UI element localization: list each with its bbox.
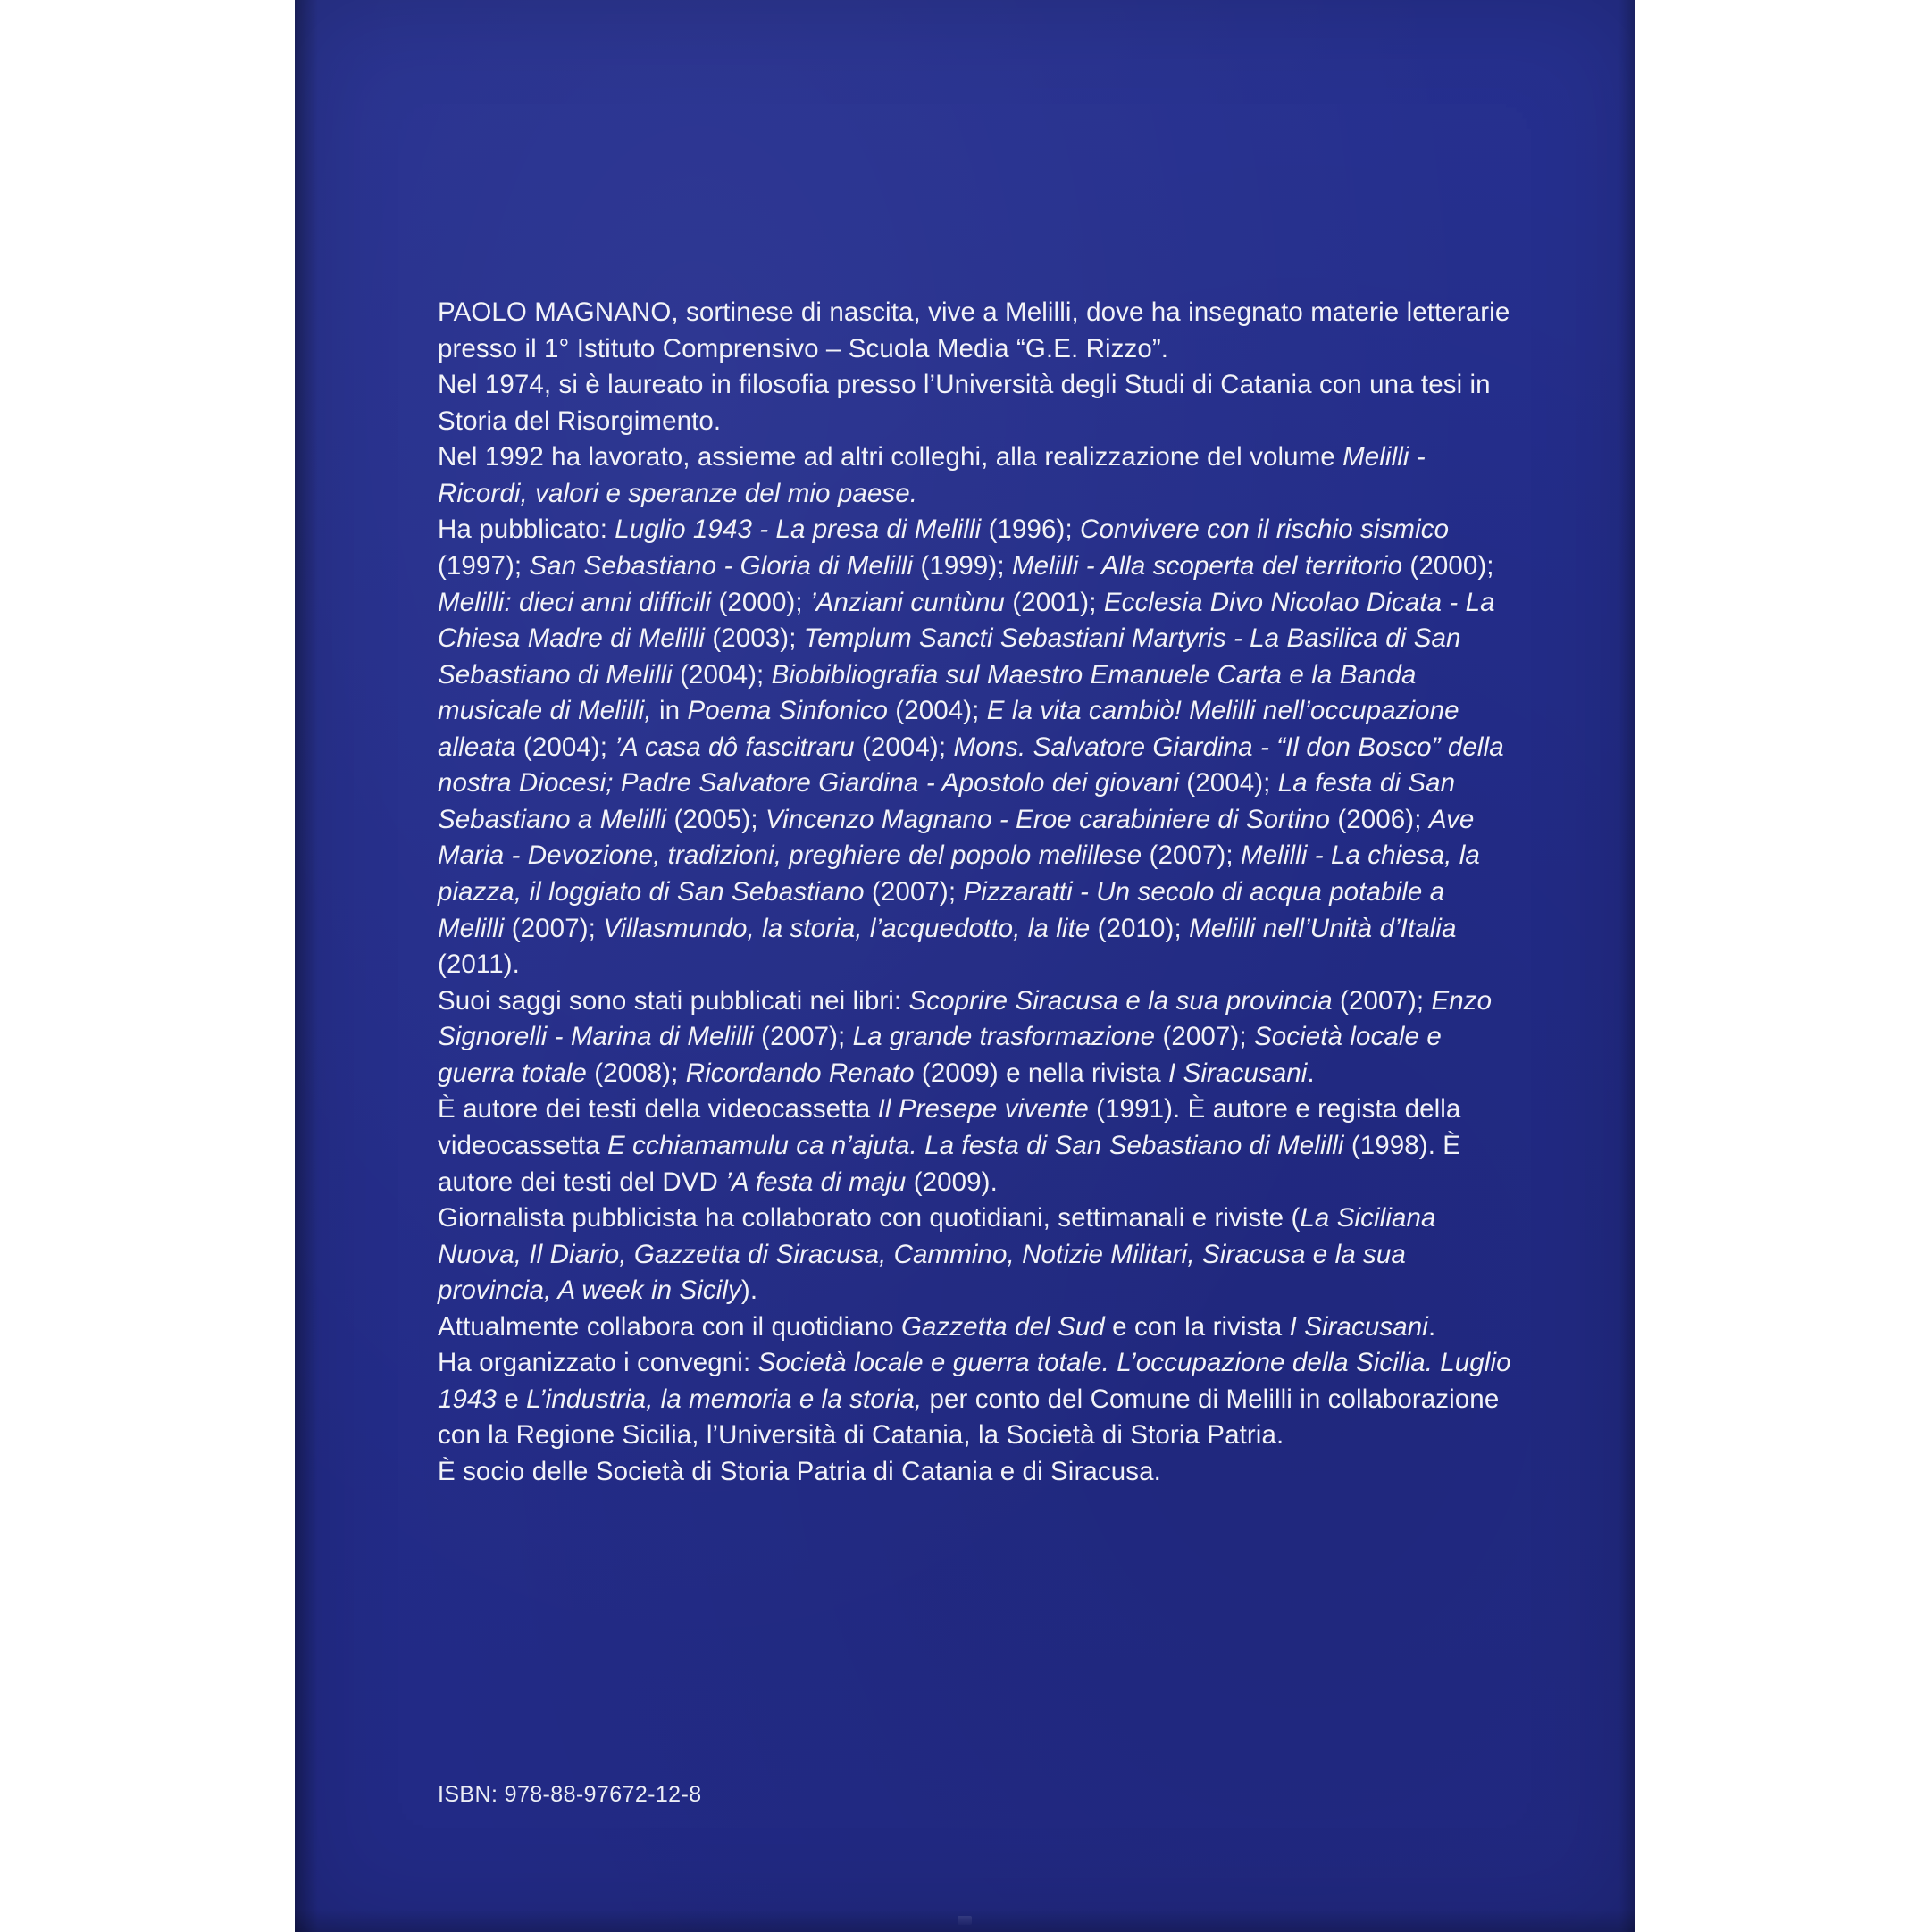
title-italic-run: La festa di San Sebastiano a Melilli [438,768,1456,834]
title-italic-run: Poema Sinfonico [687,696,888,726]
text-run: (2009). [906,1167,998,1197]
text-run: (2006); [1330,804,1429,834]
paragraph-bio-video [438,1091,1514,1200]
title-italic-run: Società locale e guerra totale. L’occupazione della Sicilia. Luglio 1943 [438,1348,1511,1414]
title-italic-run: La Siciliana Nuova, Il Diario, Gazzetta di Siracusa, Cammino, Notizie Militari, Siracusa e la sua provincia, A week in Sicily [438,1203,1436,1306]
title-italic-run: ’A festa di maju [725,1167,907,1197]
text-run: (2007); [1332,985,1432,1016]
text-run: (2004); [1179,768,1278,799]
title-italic-run: San Sebastiano - Gloria di Melilli [529,550,914,581]
text-run: (2000); [711,587,810,617]
text-run: Ha pubblicato: [438,514,615,545]
title-italic-run: Biobibliografia sul Maestro Emanuele Carta e la Banda musicale di Melilli, [438,659,1417,726]
text-run: (2007); [1155,1022,1254,1052]
text-run: PAOLO MAGNANO, sortinese di nascita, vive a Melilli, dove ha insegnato materie letterarie presso il 1° Istituto Comprensivo – Scuola Media “G.E. Rizzo”. [438,297,1510,364]
author-biography-text [438,295,1514,1491]
title-italic-run: Melilli - Alla scoperta del territorio [1011,550,1403,581]
title-italic-run: L’industria, la memoria e la storia, [526,1384,923,1414]
text-run: (1999); [913,550,1012,581]
title-italic-run: Mons. Salvatore Giardina - “Il don Bosco” della nostra Diocesi; Padre Salvatore Giardina - Apostolo dei giovani [438,732,1504,799]
title-italic-run: Società locale e guerra totale [438,1022,1442,1088]
title-italic-run: Ricordando Renato [685,1058,915,1088]
title-italic-run: Pizzaratti - Un secolo di acqua potabile a Melilli [438,877,1445,943]
text-run: (2010); [1090,913,1190,943]
title-italic-run: Melilli: dieci anni difficili [438,587,712,617]
text-run: ). [740,1275,758,1306]
title-italic-run: E la vita cambiò! Melilli nell’occupazione alleata [438,696,1459,762]
text-run: (2004); [888,696,987,726]
right-edge-shading [1618,0,1635,1932]
text-run: (2009) e nella rivista [914,1058,1169,1088]
text-run: (2007); [753,1022,853,1052]
text-run: (2005); [666,804,765,834]
title-italic-run: Melilli nell’Unità d’Italia [1189,913,1457,943]
text-run: (2000); [1402,550,1494,581]
paragraph-bio-pubblicazioni [438,512,1514,983]
text-run: (1996); [981,514,1081,545]
title-italic-run: Ave Maria - Devozione, tradizioni, preghiere del popolo melillese [438,804,1475,871]
text-run: Suoi saggi sono stati pubblicati nei libri: [438,985,909,1016]
paragraph-bio-1992 [438,439,1514,512]
paragraph-bio-giornalista [438,1200,1514,1309]
paragraph-bio-laurea [438,367,1514,439]
title-italic-run: Ecclesia Divo Nicolao Dicata - La Chiesa Madre di Melilli [438,587,1495,654]
title-italic-run: ’A casa dô fascitraru [615,732,855,762]
text-run: (1991). È autore e regista della videocassetta [438,1094,1461,1160]
title-italic-run: Templum Sancti Sebastiani Martyris - La Basilica di San Sebastiano di Melilli [438,623,1461,690]
book-back-cover [295,0,1635,1932]
text-run: Ha organizzato i convegni: [438,1348,758,1378]
text-run: Attualmente collabora con il quotidiano [438,1311,901,1342]
text-run: Giornalista pubblicista ha collaborato con quotidiani, settimanali e riviste ( [438,1203,1301,1234]
title-italic-run: Gazzetta del Sud [900,1311,1105,1342]
spine-shading [295,0,318,1932]
title-italic-run: Luglio 1943 - La presa di Melilli [615,514,982,545]
text-run: (2008); [586,1058,686,1088]
text-run: (2004); [854,732,954,762]
text-run: (2007); [504,913,604,943]
paragraph-bio-saggi [438,983,1514,1092]
text-run: Nel 1992 ha lavorato, assieme ad altri colleghi, alla realizzazione del volume [438,442,1343,473]
title-italic-run: Vincenzo Magnano - Eroe carabiniere di Sortino [765,804,1331,834]
title-italic-run: I Siracusani [1289,1311,1428,1342]
title-italic-run: Melilli - La chiesa, la piazza, il loggiato di San Sebastiano [438,841,1480,907]
title-italic-run: Convivere con il rischio sismico [1080,514,1450,545]
text-run: È autore dei testi della videocassetta [438,1094,878,1125]
paragraph-bio-socio [438,1454,1514,1491]
paragraph-bio-convegni [438,1345,1514,1454]
text-run: e con la rivista [1104,1311,1290,1342]
text-run: e [497,1384,527,1414]
text-run: (1997); [438,550,530,581]
title-italic-run: Villasmundo, la storia, l’acquedotto, la lite [603,913,1091,943]
text-run: È socio delle Società di Storia Patria di Catania e di Siracusa. [438,1457,1161,1486]
title-italic-run: La grande trasformazione [852,1022,1156,1052]
text-run: (2007); [864,877,964,907]
text-run: in [651,696,688,726]
bottom-center-mark [958,1916,972,1925]
paragraph-bio-attuale [438,1309,1514,1346]
text-run: . [1427,1311,1436,1342]
text-run: Nel 1974, si è laureato in filosofia presso l’Università degli Studi di Catania con una tesi in Storia del Risorgimento. [438,370,1491,436]
text-run: (2004); [672,659,772,690]
text-run: . [1307,1058,1315,1088]
title-italic-run: Il Presepe vivente [877,1094,1089,1125]
title-italic-run: Enzo Signorelli - Marina di Melilli [438,985,1493,1052]
title-italic-run: I Siracusani [1168,1058,1308,1088]
title-italic-run: Scoprire Siracusa e la sua provincia [908,985,1333,1016]
title-italic-run: ’Anziani cuntùnu [809,587,1006,617]
isbn-line: ISBN: 978-88-97672-12-8 [438,1782,702,1807]
text-run: (2001); [1005,587,1104,617]
text-run: (2004); [515,732,615,762]
title-italic-run: Melilli - Ricordi, valori e speranze del mio paese. [438,442,1426,508]
text-run: (2003); [705,623,804,654]
paragraph-bio-intro [438,295,1514,367]
text-run: per conto del Comune di Melilli in collaborazione con la Regione Sicilia, l’Università di Catania, la Società di Storia Patria. [438,1384,1500,1451]
text-run: (1998). È autore dei testi del DVD [438,1130,1461,1197]
text-run: (2007); [1142,841,1242,871]
title-italic-run: E cchiamamulu ca n’ajuta. La festa di San Sebastiano di Melilli [606,1130,1344,1160]
text-run: (2011). [438,949,520,980]
